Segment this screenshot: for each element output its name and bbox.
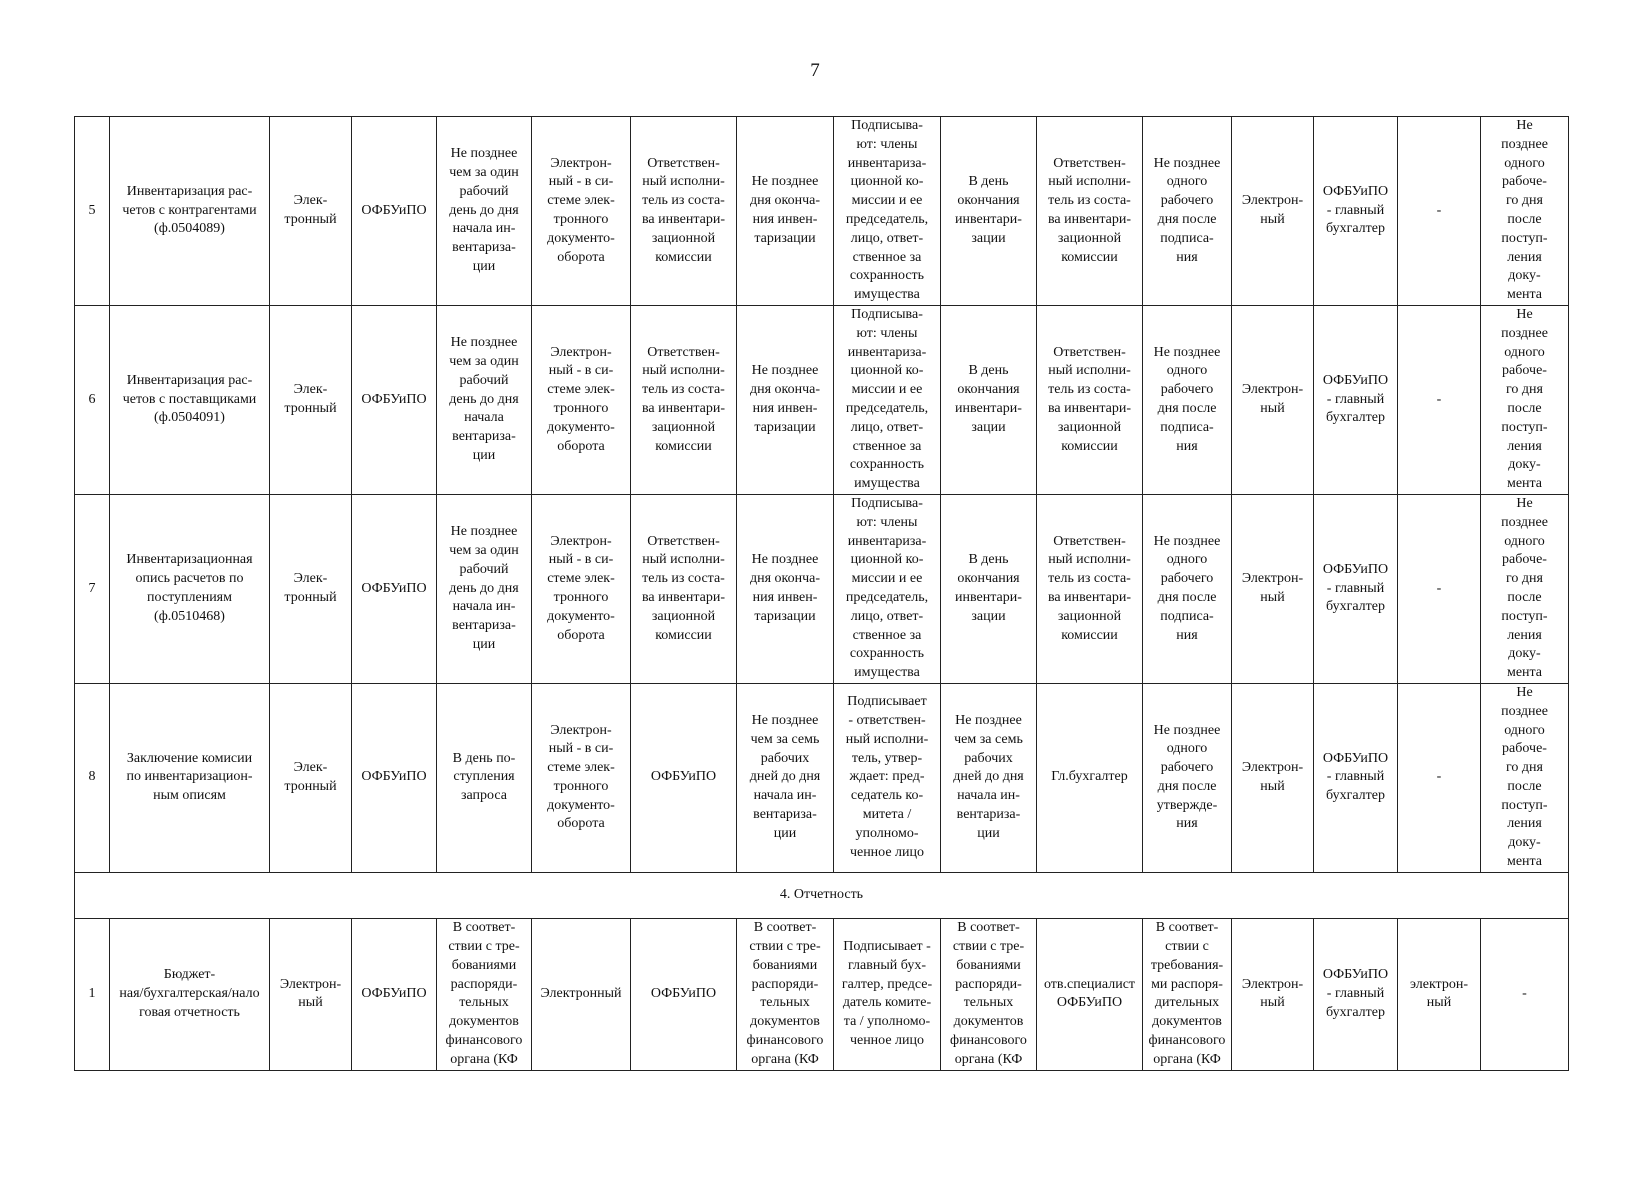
creator: ОФБУиПО [352, 494, 437, 683]
sign-term: Не позднее чем за семь рабочих дней до дня начала ин- вентариза- ции [737, 683, 834, 872]
document-name: Заключение комисии по инвентаризацион- ным описям [110, 683, 270, 872]
row-number: 7 [75, 494, 110, 683]
table-row [75, 305, 1569, 494]
sign-term: Не позднее дня оконча- ния инвен- таризации [737, 494, 834, 683]
acceptor: ОФБУиПО - главный бухгалтер [1314, 683, 1398, 872]
acceptor: ОФБУиПО - главный бухгалтер [1314, 305, 1398, 494]
signers: Подписыва- ют: члены инвентариза- ционной ко- миссии и ее председатель, лицо, ответ- ственное за сохранность имущества [834, 305, 941, 494]
responsible: Ответствен- ный исполни- тель из соста- ва инвентари- зационной комиссии [631, 494, 737, 683]
transfer-term: В день окончания инвентари- зации [941, 305, 1037, 494]
section-title: 4. Отчетность [75, 872, 1569, 918]
transfer-responsible: Ответствен- ный исполни- тель из соста- ва инвентари- зационной комиссии [1037, 117, 1143, 306]
table-row [75, 494, 1569, 683]
transfer-method: Электрон- ный - в си- стеме элек- тронного документо- оборота [532, 494, 631, 683]
sign-term: В соответ- ствии с тре- бованиями распоряди- тельных документов финансового органа (КФ [737, 918, 834, 1070]
accept-method: Электрон- ный [1232, 117, 1314, 306]
accept-method: Электрон- ный [1232, 683, 1314, 872]
signers: Подписывает - главный бух- галтер, предсе- датель комите- та / уполномо- ченное лицо [834, 918, 941, 1070]
storage: - [1398, 117, 1481, 306]
transfer-term: Не позднее чем за семь рабочих дней до дня начала ин- вентариза- ции [941, 683, 1037, 872]
transfer-method: Электрон- ный - в си- стеме элек- тронного документо- оборота [532, 683, 631, 872]
accept-method: Электрон- ный [1232, 305, 1314, 494]
creation-term: Не позднее чем за один рабочий день до дня начала ин- вентариза- ции [437, 117, 532, 306]
creation-term: Не позднее чем за один рабочий день до дня начала вентариза- ции [437, 305, 532, 494]
row-number: 1 [75, 918, 110, 1070]
record-term: Не позднее одного рабоче- го дня после поступ- ления доку- мента [1481, 683, 1569, 872]
table-row [75, 117, 1569, 306]
document-form: Элек- тронный [270, 494, 352, 683]
document-form: Электрон- ный [270, 918, 352, 1070]
section-row [75, 872, 1569, 918]
accept-term: В соответ- ствии с требования- ми распоря- дительных документов финансового органа (КФ [1143, 918, 1232, 1070]
document-name: Инвентаризация рас- четов с поставщиками (ф.0504091) [110, 305, 270, 494]
table-row [75, 918, 1569, 1070]
creator: ОФБУиПО [352, 918, 437, 1070]
creator: ОФБУиПО [352, 305, 437, 494]
accept-method: Электрон- ный [1232, 918, 1314, 1070]
document-name: Бюджет- ная/бухгалтерская/нало говая отчетность [110, 918, 270, 1070]
creation-term: В день по- ступления запроса [437, 683, 532, 872]
creator: ОФБУиПО [352, 683, 437, 872]
document-form: Элек- тронный [270, 683, 352, 872]
creation-term: В соответ- ствии с тре- бованиями распоряди- тельных документов финансового органа (КФ [437, 918, 532, 1070]
row-number: 5 [75, 117, 110, 306]
responsible: ОФБУиПО [631, 918, 737, 1070]
signers: Подписывает - ответствен- ный исполни- тель, утвер- ждает: пред- седатель ко- митета / уполномо- ченное лицо [834, 683, 941, 872]
creation-term: Не позднее чем за один рабочий день до дня начала ин- вентариза- ции [437, 494, 532, 683]
responsible: Ответствен- ный исполни- тель из соста- ва инвентари- зационной комиссии [631, 117, 737, 306]
transfer-method: Электронный [532, 918, 631, 1070]
storage: электрон- ный [1398, 918, 1481, 1070]
document-form: Элек- тронный [270, 117, 352, 306]
transfer-method: Электрон- ный - в си- стеме элек- тронного документо- оборота [532, 117, 631, 306]
record-term: Не позднее одного рабоче- го дня после поступ- ления доку- мента [1481, 494, 1569, 683]
accept-term: Не позднее одного рабочего дня после подписа- ния [1143, 494, 1232, 683]
accept-term: Не позднее одного рабочего дня после подписа- ния [1143, 117, 1232, 306]
responsible: Ответствен- ный исполни- тель из соста- ва инвентари- зационной комиссии [631, 305, 737, 494]
record-term: Не позднее одного рабоче- го дня после поступ- ления доку- мента [1481, 305, 1569, 494]
table-row [75, 683, 1569, 872]
accept-term: Не позднее одного рабочего дня после подписа- ния [1143, 305, 1232, 494]
transfer-term: В день окончания инвентари- зации [941, 117, 1037, 306]
row-number: 8 [75, 683, 110, 872]
creator: ОФБУиПО [352, 117, 437, 306]
responsible: ОФБУиПО [631, 683, 737, 872]
transfer-responsible: Ответствен- ный исполни- тель из соста- ва инвентари- зационной комиссии [1037, 494, 1143, 683]
transfer-responsible: отв.специалист ОФБУиПО [1037, 918, 1143, 1070]
transfer-term: В день окончания инвентари- зации [941, 494, 1037, 683]
acceptor: ОФБУиПО - главный бухгалтер [1314, 494, 1398, 683]
document-form: Элек- тронный [270, 305, 352, 494]
storage: - [1398, 494, 1481, 683]
signers: Подписыва- ют: члены инвентариза- ционной ко- миссии и ее председатель, лицо, ответ- ственное за сохранность имущества [834, 494, 941, 683]
acceptor: ОФБУиПО - главный бухгалтер [1314, 117, 1398, 306]
row-number: 6 [75, 305, 110, 494]
transfer-term: В соответ- ствии с тре- бованиями распоряди- тельных документов финансового органа (КФ [941, 918, 1037, 1070]
signers: Подписыва- ют: члены инвентариза- ционной ко- миссии и ее председатель, лицо, ответ- ственное за сохранность имущества [834, 117, 941, 306]
transfer-method: Электрон- ный - в си- стеме элек- тронного документо- оборота [532, 305, 631, 494]
storage: - [1398, 305, 1481, 494]
document-table [74, 116, 1569, 1071]
document-name: Инвентаризация рас- четов с контрагентами (ф.0504089) [110, 117, 270, 306]
accept-method: Электрон- ный [1232, 494, 1314, 683]
record-term: - [1481, 918, 1569, 1070]
storage: - [1398, 683, 1481, 872]
acceptor: ОФБУиПО - главный бухгалтер [1314, 918, 1398, 1070]
transfer-responsible: Ответствен- ный исполни- тель из соста- ва инвентари- зационной комиссии [1037, 305, 1143, 494]
page-number: 7 [810, 60, 820, 81]
transfer-responsible: Гл.бухгалтер [1037, 683, 1143, 872]
sign-term: Не позднее дня оконча- ния инвен- таризации [737, 117, 834, 306]
document-name: Инвентаризационная опись расчетов по поступлениям (ф.0510468) [110, 494, 270, 683]
record-term: Не позднее одного рабоче- го дня после поступ- ления доку- мента [1481, 117, 1569, 306]
accept-term: Не позднее одного рабочего дня после утвержде- ния [1143, 683, 1232, 872]
sign-term: Не позднее дня оконча- ния инвен- таризации [737, 305, 834, 494]
